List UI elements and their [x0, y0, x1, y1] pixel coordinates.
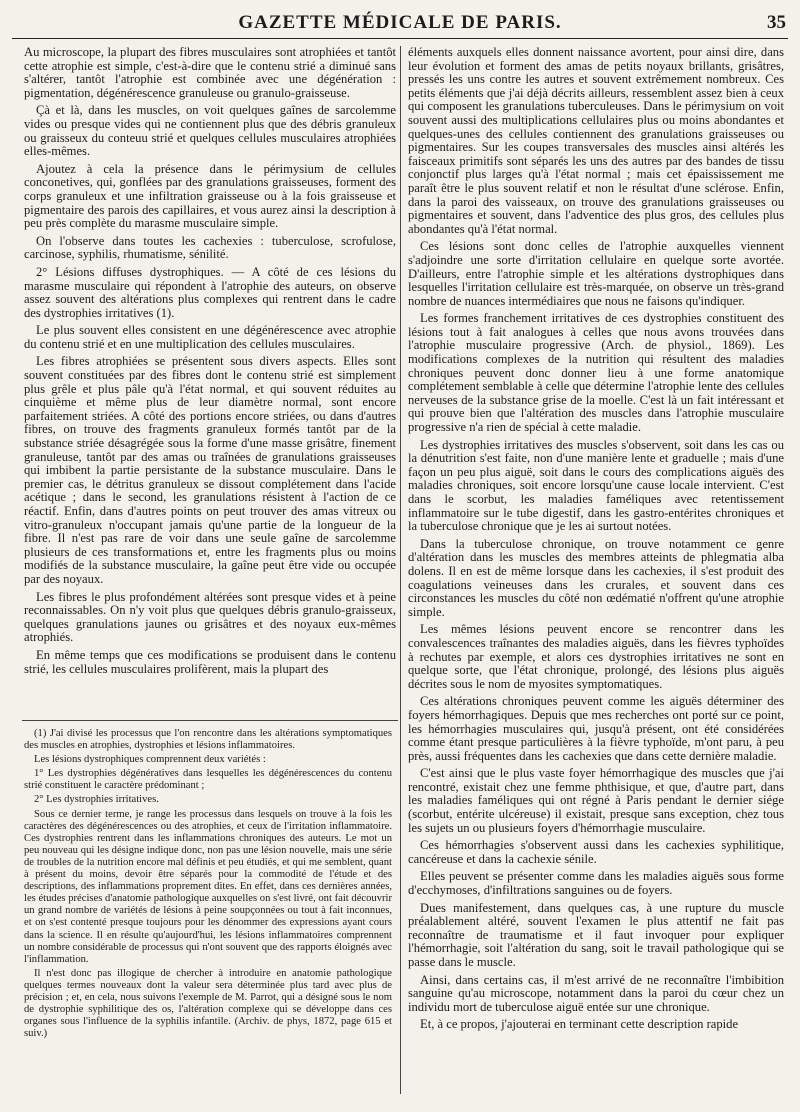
paragraph: Les fibres le plus profondément altérées sont presque vides et à peine reconnaissables. On n'y voit plus que quelques débris granulo-graisseux, quelques granulations jaunes ou grisâtres et des noyaux eux-mêmes atrophiés.	[24, 589, 396, 645]
paragraph: Dues manifestement, dans quelques cas, à une rupture du muscle préalablement altéré, souvent l'examen le plus attentif ne fait pas reconnaître de traumatisme et il faut invoquer pour expliquer l'hémorrhagie, soit l'altération du sang, soit le travail pathologique qui se passe dans le muscle.	[408, 900, 784, 969]
paragraph: Ces hémorrhagies s'observent aussi dans les cachexies syphilitique, cancéreuse et dans la cachexie sénile.	[408, 838, 784, 866]
footnote: 2° Les dystrophies irritatives.	[34, 794, 159, 806]
footnote: 1° Les dystrophies dégénératives dans lesquelles les dégénérescences du contenu strié constituent le caractère prédominant ;	[24, 768, 392, 792]
journal-title: GAZETTE MÉDICALE DE PARIS.	[238, 12, 562, 33]
page-header	[12, 8, 788, 39]
paragraph: Dans la tuberculose chronique, on trouve notamment ce genre d'altération dans les muscles des membres atteints de phlegmatia alba dolens. Il en est de même lorsque dans les cachexies, il s'est produit des coagulations veineuses dans les crurales, et souvent dans ces circonstances les muscles du côté non œdématié n'offrent qu'une atrophie simple.	[408, 536, 784, 619]
paragraph: Et, à ce propos, j'ajouterai en terminant cette description rapide	[420, 1017, 739, 1032]
paragraph: Au microscope, la plupart des fibres musculaires sont atrophiées et tantôt cette atrophie est simple, c'est-à-dire que le contenu strié a diminué sans s'altérer, tantôt l'atrophie est combinée avec une dégénération : pigmentation, dégénérescence granuleuse ou granulo-graisseuse.	[24, 45, 396, 100]
paragraph: Le plus souvent elles consistent en une dégénérescence avec atrophie du contenu strié et en une multiplication des cellules musculaires.	[24, 323, 396, 351]
paragraph: Ces altérations chroniques peuvent comme les aiguës déterminer des foyers hémorrhagiques. Depuis que mes recherches ont porté sur ce point, les hémorrhagies musculaires qui, jusqu'à présent, ont été considérées comme étant presque particulières à la fièvre typhoïde, m'ont paru, à peu près, aussi fréquentes dans les cachexies que dans cette dernière maladie.	[408, 694, 784, 763]
column-divider	[400, 46, 401, 1094]
paragraph: Ces lésions sont donc celles de l'atrophie auxquelles viennent s'adjoindre une sorte d'irritation cellulaire en quelque sorte avortée. D'ailleurs, entre l'atrophie simple et les altérations dystrophiques dans lesquelles l'irritation cellulaire est très-marquée, on observe un très-grand nombre de nuances intermédiaires que nous ne faisons qu'indiquer.	[408, 239, 784, 308]
footnote: Il n'est donc pas illogique de chercher à introduire en anatomie pathologique quelques termes nouveaux dont la valeur sera déterminée plus tard avec plus de précision ; et, en cela, nous suivons l'exemple de M. Parrot, qui a désigné sous le nom de dystrophie syphilitique des os, l'altération complexe qui se développe dans ces organes sous l'influence de la syphilis infantile. (Archiv. de phys, 1872, page 615 et suiv.)	[24, 967, 392, 1040]
paragraph: éléments auxquels elles donnent naissance avortent, pour ainsi dire, dans leur évolution et forment des amas de petits noyaux brillants, grisâtres, pressés les uns contre les autres et souvent extrêmement nombreux. Ces petits éléments que j'ai déjà décrits ailleurs, ressemblent assez bien à ceux qui composent les granulations tuberculeuses. Dans le périmysium on voit souvent aussi des multiplications cellulaires plus ou moins abondantes et quelques-unes des cellules contiennent des granulations graisseuses ou pigmentaires. Sur les coupes transversales des muscles ainsi altérés les faisceaux primitifs sont séparés les uns des autres par des bandes de tissu conjonctif plus larges qu'à l'état normal ; mais cet épaississement me paraît être le plus souvent relatif et non le résultat d'une sclérose. Enfin, dans la paroi des vaisseaux, on trouve des granulations graisseuses ou pigmentaires et souvent, dans l'adventice des plus gros, des cellules plus abondantes qu'à l'état normal.	[408, 45, 784, 236]
paragraph: Ajoutez à cela la présence dans le périmysium de cellules conconetives, qui, gonflées par des granulations graisseuses, forment des corps granuleux et une infiltration graisseuse ou à la fois graisseuse et pigmentaire des parois des capillaires, et vous aurez ainsi la description à peu près complète du marasme musculaire simple.	[24, 161, 396, 231]
paragraph: On l'observe dans toutes les cachexies : tuberculose, scrofulose, carcinose, syphilis, rhumatisme, sénilité.	[24, 233, 396, 262]
footnote: (1) J'ai divisé les processus que l'on rencontre dans les altérations symptomatiques des muscles en atrophies, dystrophies et lésions inflammatoires.	[24, 728, 392, 752]
right-column	[408, 46, 784, 1036]
paragraph: Çà et là, dans les muscles, on voit quelques gaînes de sarcolemme vides ou presque vides qui ne contiennent plus que des débris granuleux ou graisseux du conteuu strié et quelques cellules musculaires atrophiées elles-mêmes.	[24, 103, 396, 159]
page-number: 35	[767, 12, 786, 33]
paragraph: En même temps que ces modifications se produisent dans le contenu strié, les cellules musculaires prolifèrent, mais la plupart des	[24, 647, 396, 676]
paragraph: Les dystrophies irritatives des muscles s'observent, soit dans les cas ou la dénutrition s'est faite, non d'une manière lente et graduelle ; mais d'une façon un peu plus aiguë, soit dans le cours des complications aiguës des maladies chroniques, soit encore lorsqu'une cause locale intervient. C'est dans le scorbut, les maladies faméliques avec retentissement inflammatoire sur le tube digestif, dans les gastro-entérites chroniques et la tuberculose chronique que je les ai surtout notées.	[408, 437, 784, 534]
footnote-divider	[22, 720, 398, 721]
paragraph: Ainsi, dans certains cas, il m'est arrivé de ne reconnaître l'imbibition sanguine qu'au microscope, notamment dans la paroi du cœur chez un individu mort de tuberculose aiguë entée sur une chronique.	[408, 972, 784, 1014]
footnotes	[24, 728, 392, 1042]
paragraph: Les fibres atrophiées se présentent sous divers aspects. Elles sont souvent constituées par des fibres dont le contenu strié est simplement plus grêle et plus pâle qu'à l'état normal, et qui souvent réduites au cinquième et même plus de leur diamètre normal, sont encore parfaitement striées. A côté des portions encore striées, ou dans d'autres fibres, on trouve des fragments granuleux formés tantôt par de la substance striée désagrégée sous la forme d'une masse grisâtre, finement granuleuse, tantôt par des amas ou traînées de granulations graisseuses qui imbibent la partie persistante de la substance musculaire. Dans le premier cas, le détritus granuleux se dissout complétement dans l'acide acétique ; dans le second, les granulations résistent à l'action de ce réactif. Enfin, dans d'autres points on peut trouver des amas vitreux ou vitro-granuleux n'occupant jamais qu'une partie de la longueur de la fibre. Il n'est pas rare de voir dans une seule gaîne de sarcolemme plusieurs de ces transformations et, entre les fragments plus ou moins modifiés de la substance musculaire, la gaîne peut être vide ou occupée par des noyaux.	[24, 354, 396, 586]
paragraph: 2° Lésions diffuses dystrophiques. — A côté de ces lésions du marasme musculaire qui répondent à l'atrophie des auteurs, on observe assez souvent des altérations plus complexes qui rentrent dans le cadre des dystrophies irritatives (1).	[24, 264, 396, 320]
paragraph: Les formes franchement irritatives de ces dystrophies constituent des lésions tout à fait analogues à celles que nous avons trouvées dans l'atrophie musculaire progressive (Arch. de physiol., 1869). Les modifications complexes de la nutrition qui résultent des maladies chroniques peuvent donc donner lieu à une forme anatomique complétement semblable à celle que détermine l'atrophie lente des cellules nerveuses de la substance grise de la moelle. C'est là un fait intéressant et qui prouve bien que l'altération des muscles dans l'atrophie musculaire progressive n'a rien de spécial à cette maladie.	[408, 311, 784, 435]
paragraph: C'est ainsi que le plus vaste foyer hémorrhagique des muscles que j'ai rencontré, existait chez une femme phthisique, et que, d'autre part, dans les maladies faméliques qui ont régné à Paris pendant le dernier siége (scorbut, entérite ulcéreuse) il existait, presque sans exception, chez tous les sujets un ou plusieurs foyers d'hémorrhagie musculaire.	[408, 766, 784, 835]
footnote: Les lésions dystrophiques comprennent deux variétés :	[34, 754, 266, 766]
paragraph: Elles peuvent se présenter comme dans les maladies aiguës sous forme d'ecchymoses, d'infiltrations sanguines ou de foyers.	[408, 869, 784, 898]
footnote: Sous ce dernier terme, je range les processus dans lesquels on trouve à la fois les caractères des dégénérescences ou des atrophies, et ceux de l'irritation inflammatoire. Ces dystrophies rentrent dans les inflammations chroniques des auteurs. Le mot un peu nouveau qui les désigne indique donc, non pas une lésion nouvelle, mais une série de troubles de la nutrition encore mal définis et peu étudiés, et qui me semblent, quant à présent du moins, devoir être séparés pour la commodité de l'étude et des descriptions, des inflammations proprement dites. En effet, dans ces dernières années, les études précises d'anatomie pathologique auxquelles on s'est livré, ont fait découvrir un grand nombre de variétés de lésions à peine soupçonnées ou tout à fait inconnues, et on s'est contenté presque toujours pour les dénommer des expressions ayant cours dans la science. Il en résulte qu'aujourd'hui, les lésions inflammatoires comprennent un nombre considérable de processus qui n'ont souvent que des rapports éloignés avec l'inflammation.	[24, 808, 392, 965]
paragraph: Les mêmes lésions peuvent encore se rencontrer dans les convalescences traînantes des maladies aiguës, dans les fièvres typhoïdes à rechutes par exemple, et alors ces dystrophies irritatives ne sont en quelque sorte, que l'état chronique, prolongé, des lésions plus aiguës décrites sous le nom de myosites symptomatiques.	[408, 622, 784, 691]
left-column	[24, 46, 396, 680]
